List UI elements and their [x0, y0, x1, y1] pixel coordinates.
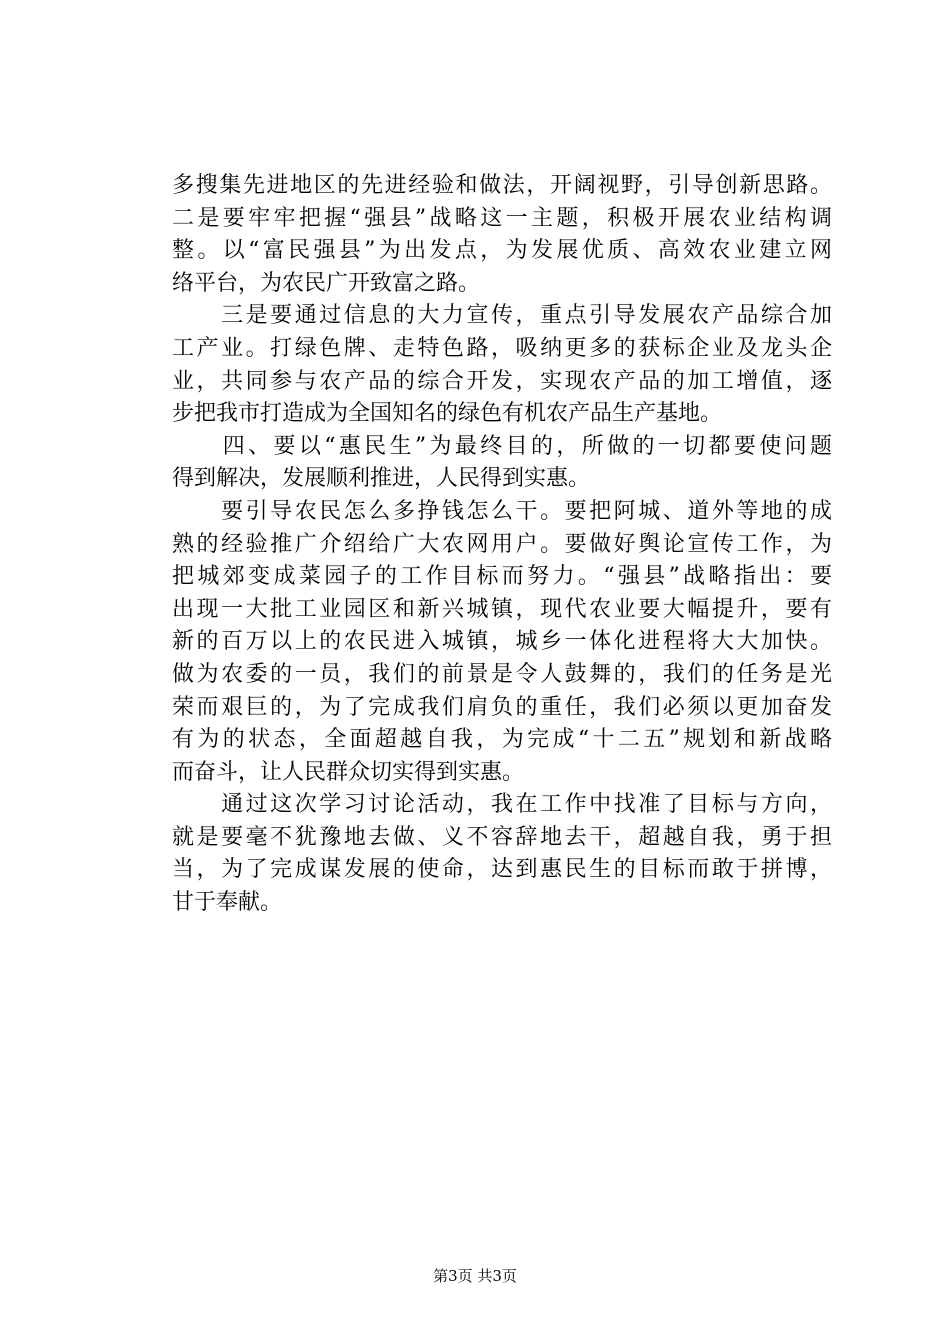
text-line: 多搜集先进地区的先进经验和做法，开阔视野，引导创新思路。: [172, 173, 832, 198]
text-line: 有为的状态，全面超越自我，为完成“十二五”规划和新战略: [172, 727, 832, 753]
text-line: 三是要通过信息的大力宣传，重点引导发展农产品综合加: [172, 303, 832, 329]
text-line: 新的百万以上的农民进入城镇，城乡一体化进程将大大加快。: [172, 629, 832, 655]
text-line: 业，共同参与农产品的综合开发，实现农产品的加工增值，逐: [172, 368, 832, 394]
text-line: 络平台，为农民广开致富之路。: [172, 270, 481, 296]
text-line: 要引导农民怎么多挣钱怎么干。要把阿城、道外等地的成: [172, 498, 832, 524]
text-line: 出现一大批工业园区和新兴城镇，现代农业要大幅提升，要有: [172, 596, 832, 622]
text-line: 工产业。打绿色牌、走特色路，吸纳更多的获标企业及龙头企: [172, 335, 832, 361]
page-number-footer: 第3页 共3页: [433, 1267, 517, 1285]
text-line: 就是要毫不犹豫地去做、义不容辞地去干，超越自我，勇于担: [172, 824, 832, 850]
text-line: 熟的经验推广介绍给广大农网用户。要做好舆论宣传工作，为: [172, 531, 832, 557]
text-line: 荣而艰巨的，为了完成我们肩负的重任，我们必须以更加奋发: [172, 694, 832, 720]
text-line: 把城郊变成菜园子的工作目标而努力。“强县”战略指出：要: [172, 564, 832, 590]
text-line: 四、要以“惠民生”为最终目的，所做的一切都要使问题: [172, 433, 832, 459]
text-line: 二是要牢牢把握“强县”战略这一主题，积极开展农业结构调: [172, 205, 832, 231]
document-body: [172, 170, 832, 920]
text-line: 当，为了完成谋发展的使命，达到惠民生的目标而敢于拼博，: [172, 857, 832, 883]
text-line: 而奋斗，让人民群众切实得到实惠。: [172, 759, 525, 785]
text-line: 步把我市打造成为全国知名的绿色有机农产品生产基地。: [172, 401, 723, 427]
text-line: 甘于奉献。: [172, 890, 283, 916]
text-line: 得到解决，发展顺利推进，人民得到实惠。: [172, 466, 591, 492]
text-line: 做为农委的一员，我们的前景是令人鼓舞的，我们的任务是光: [172, 661, 832, 687]
text-line: 通过这次学习讨论活动，我在工作中找准了目标与方向，: [172, 792, 832, 818]
text-line: 整。以“富民强县”为出发点，为发展优质、高效农业建立网: [172, 238, 832, 264]
